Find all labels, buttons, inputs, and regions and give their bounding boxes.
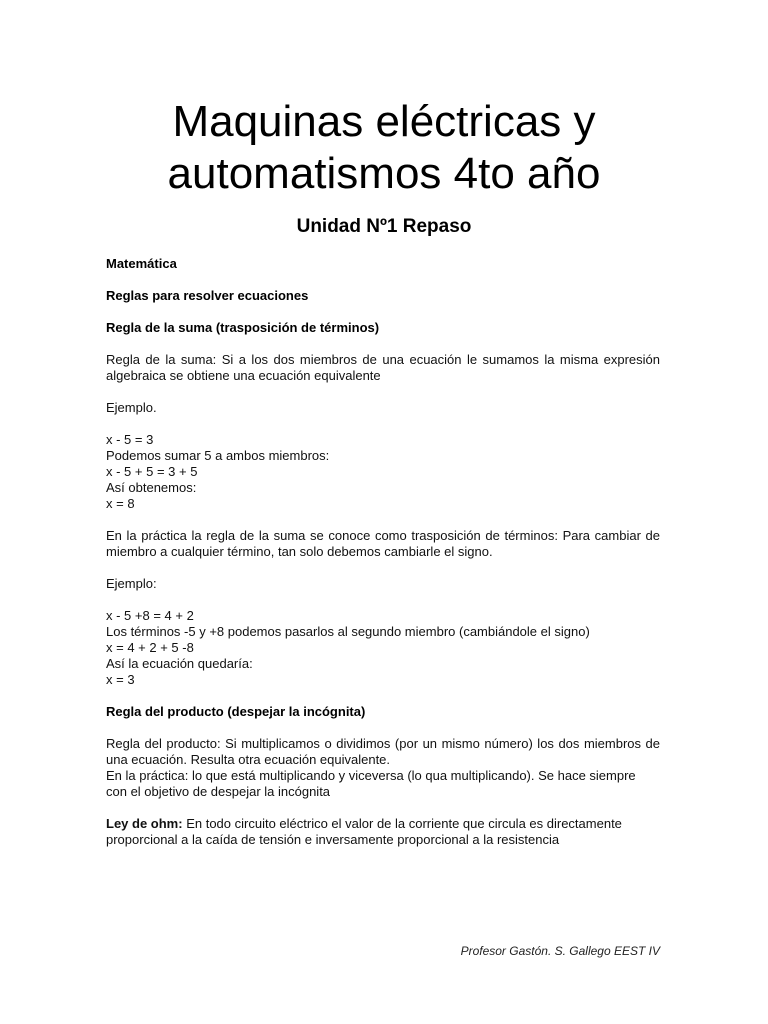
ohm-law-paragraph [106, 816, 660, 848]
document-subtitle: Unidad Nº1 Repaso [296, 216, 472, 237]
example-1-line: Podemos sumar 5 a ambos miembros: [106, 448, 330, 463]
example-2-line: Los términos -5 y +8 podemos pasarlos al segundo miembro (cambiándole el signo) [106, 624, 590, 639]
sum-rule-heading: Regla de la suma (trasposición de términos) [106, 320, 380, 335]
example-2-line: Así la ecuación quedaría: [106, 656, 253, 671]
title-line-2: automatismos 4to año [167, 149, 601, 198]
section-subject-heading: Matemática [106, 256, 177, 271]
example-1-block [106, 432, 660, 512]
ohm-law-text: En todo circuito eléctrico el valor de la corriente que circula es directamente proporcional a la caída de tensión e inversamente proporcional a la resistencia [106, 816, 622, 847]
practice-paragraph: En la práctica la regla de la suma se conoce como trasposición de términos: Para cambiar de miembro a cualquier término, tan solo debemos cambiarle el signo. [106, 528, 660, 559]
document-title [0, 96, 768, 200]
title-line-1: Maquinas eléctricas y [172, 97, 596, 146]
sum-rule-paragraph: Regla de la suma: Si a los dos miembros de una ecuación le sumamos la misma expresión algebraica se obtiene una ecuación equivalente [106, 352, 660, 383]
product-practice-paragraph: En la práctica: lo que está multiplicando y viceversa (lo qua multiplicando). Se hace siempre con el objetivo de despejar la incógnita [106, 768, 636, 799]
example-1-line: x = 8 [106, 496, 135, 511]
example-2-line: x - 5 +8 = 4 + 2 [106, 608, 194, 623]
ohm-law-label: Ley de ohm: [106, 816, 183, 831]
section-rules-heading: Reglas para resolver ecuaciones [106, 288, 309, 303]
example-2-block [106, 608, 660, 688]
product-rule-paragraph: Regla del producto: Si multiplicamos o dividimos (por un mismo número) los dos miembros de una ecuación. Resulta otra ecuación equivalente. [106, 736, 660, 767]
example-2-line: x = 4 + 2 + 5 -8 [106, 640, 194, 655]
example-1-line: x - 5 = 3 [106, 432, 154, 447]
example-2-label: Ejemplo: [106, 576, 157, 591]
example-2-line: x = 3 [106, 672, 135, 687]
product-rule-heading: Regla del producto (despejar la incógnita) [106, 704, 366, 719]
example-1-line: Así obtenemos: [106, 480, 197, 495]
example-1-label: Ejemplo. [106, 400, 157, 415]
example-1-line: x - 5 + 5 = 3 + 5 [106, 464, 198, 479]
footer-author: Profesor Gastón. S. Gallego EEST IV [460, 944, 660, 958]
document-body [106, 256, 660, 848]
